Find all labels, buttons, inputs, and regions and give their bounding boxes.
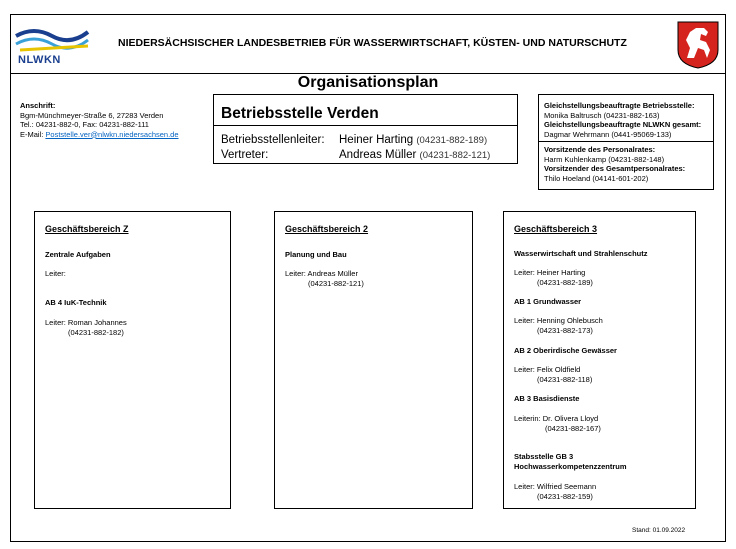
leader-row	[221, 134, 488, 146]
division-2-subtitle: Planung und Bau	[285, 250, 347, 259]
ab3-title: AB 3 Basisdienste	[514, 394, 580, 403]
leader-name: Heiner Harting	[339, 134, 414, 146]
agency-name: NIEDERSÄCHSISCHER LANDESBETRIEB FÜR WASSERWIRTSCHAFT, KÜSTEN- UND NATURSCHUTZ	[118, 37, 627, 49]
staff-unit-title: Stabsstelle GB 3	[514, 452, 574, 461]
leader-entry	[339, 134, 487, 146]
ab3-leader: Leiterin: Dr. Olivera Lloyd	[514, 414, 599, 423]
leader-label: Betriebsstellenleiter:	[221, 134, 325, 146]
staff-unit-tel: (04231-882-159)	[537, 492, 593, 501]
ab1-tel: (04231-882-173)	[537, 326, 593, 335]
division-3-title: Geschäftsbereich 3	[514, 224, 598, 234]
division-3-subtitle: Wasserwirtschaft und Strahlenschutz	[514, 249, 648, 258]
equality-officer-overall-title: Gleichstellungsbeauftragte NLWKN gesamt:	[544, 120, 702, 129]
deputy-entry	[339, 149, 490, 161]
division-3-tel: (04231-882-189)	[537, 278, 593, 287]
ab3-tel: (04231-882-167)	[545, 424, 601, 433]
leader-tel: (04231-882-189)	[416, 135, 488, 146]
email-link[interactable]: Poststelle.ver@nlwkn.niedersachsen.de	[45, 129, 179, 139]
logo-text: NLWKN	[18, 54, 61, 66]
equality-officer-section	[544, 101, 701, 139]
address-label: Anschrift:	[20, 101, 56, 110]
saxony-horse-crest-icon	[676, 20, 720, 70]
deputy-name: Andreas Müller	[339, 149, 417, 161]
staff-council-name: Harm Kuhlenkamp (04231-882-148)	[544, 154, 665, 164]
address-street: Bgm-Münchmeyer-Straße 6, 27283 Verden	[20, 110, 164, 120]
division-z-leader: Leiter:	[45, 269, 66, 278]
equality-officer-overall-name: Dagmar Wehrmann (0441-95069-133)	[544, 129, 672, 139]
address-email-line	[20, 130, 179, 140]
division-3-box	[503, 211, 696, 509]
staff-unit-leader: Leiter: Wilfried Seemann	[514, 482, 597, 491]
division-z-box	[34, 211, 231, 509]
address-block	[20, 101, 179, 139]
division-2-box	[274, 211, 473, 509]
deputy-label: Vertreter:	[221, 149, 269, 161]
staff-unit-subtitle: Hochwasserkompetenzzentrum	[514, 462, 627, 471]
ab1-title: AB 1 Grundwasser	[514, 297, 582, 306]
division-3-leader: Leiter: Heiner Harting	[514, 268, 586, 277]
deputy-row	[221, 149, 491, 161]
division-2-leader: Leiter: Andreas Müller	[285, 269, 358, 278]
overall-staff-council-title: Vorsitzender des Gesamtpersonalrates:	[544, 164, 686, 173]
ab1-leader: Leiter: Henning Ohlebusch	[514, 316, 603, 325]
ab2-leader: Leiter: Felix Oldfield	[514, 365, 581, 374]
betriebsstelle-title: Betriebsstelle Verden	[221, 105, 379, 122]
page-title: Organisationsplan	[297, 74, 439, 91]
representatives-divider	[539, 141, 713, 142]
ab4-leader: Leiter: Roman Johannes	[45, 318, 127, 327]
division-z-subtitle: Zentrale Aufgaben	[45, 250, 111, 259]
address-phone: Tel.: 04231-882-0, Fax: 04231-882-111	[20, 120, 149, 129]
ab4-title: AB 4 IuK-Technik	[45, 298, 107, 307]
division-z-title: Geschäftsbereich Z	[45, 224, 129, 234]
betriebsstelle-divider	[214, 125, 517, 126]
ab4-tel: (04231-882-182)	[68, 328, 124, 337]
staff-council-section	[544, 145, 685, 183]
division-2-title: Geschäftsbereich 2	[285, 224, 369, 234]
email-prefix: E-Mail:	[20, 129, 46, 139]
ab2-title: AB 2 Oberirdische Gewässer	[514, 346, 617, 355]
staff-council-title: Vorsitzende des Personalrates:	[544, 145, 656, 154]
overall-staff-council-name: Thilo Hoeland (04141-601-202)	[544, 173, 649, 183]
betriebsstelle-box	[213, 94, 518, 164]
equality-officer-name: Monika Baltrusch (04231-882-163)	[544, 110, 660, 120]
date-stamp: Stand: 01.09.2022	[632, 527, 686, 534]
division-2-tel: (04231-882-121)	[308, 279, 364, 288]
equality-officer-title: Gleichstellungsbeauftragte Betriebsstelle:	[544, 101, 695, 110]
deputy-tel: (04231-882-121)	[419, 150, 491, 161]
representatives-box	[538, 94, 714, 190]
ab2-tel: (04231-882-118)	[537, 375, 593, 384]
